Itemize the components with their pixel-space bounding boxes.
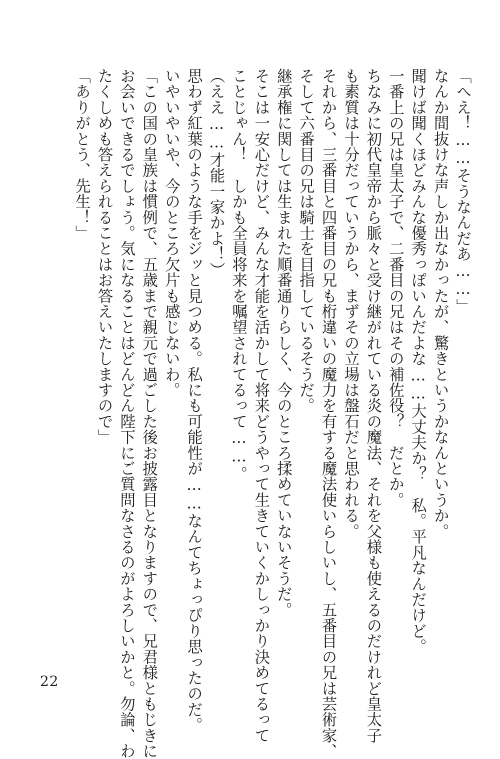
- text-line: ちなみに初代皇帝から脈々と受け継がれている炎の魔法、それを父様も使えるのだけれど皇太子: [364, 68, 383, 744]
- text-line: そして六番目の兄は騎士を目指しているそうだ。: [297, 68, 316, 414]
- page-number: 22: [40, 674, 59, 690]
- text-line: 思わず紅葉のような手をジッと見つめる。私にも可能性が……なんてちょっぴり思ったのだ。: [185, 68, 204, 733]
- text-line: 一番上の兄は皇太子で、二番目の兄はその補佐役？ だとか。: [386, 68, 405, 508]
- text-line: も素質は十分だっていうから、まずその立場は盤石だと思われる。: [341, 68, 360, 539]
- text-line: 継承権に関しては生まれた順番通りらしく、今のところ揉めていないそうだ。: [274, 68, 293, 618]
- text-line: 「ありがとう、先生！」: [73, 68, 92, 241]
- text-line: お会いできるでしょう。気になることはどんどん陛下にご質問なさるのがよろしいかと。勿論、わ: [117, 68, 136, 759]
- text-line: それから、三番目と四番目の兄も桁違いの魔力を有する魔法使いらしいし、五番目の兄は芸術家、: [319, 68, 338, 759]
- text-line: たくしめも答えられることはお答えいたしますので」: [95, 68, 114, 445]
- text-line: なんか間抜けな声しか出なかったが、驚きというかなんというか。: [431, 68, 450, 539]
- text-line: 「この国の皇族は慣例で、五歳まで親元で過ごした後お披露目となりますので、兄君様ともじきに: [140, 68, 159, 759]
- text-line: （ええ……才能一家かよ！）: [207, 68, 226, 278]
- text-line: 聞けば聞くほどみんな優秀っぽいんだよな……大丈夫か？ 私。平凡なんだけど。: [409, 68, 428, 655]
- text-line: ことじゃん！ しかも全員将来を嘱望されてるって……。: [229, 68, 248, 482]
- text-line: そこは一安心だけど、みんな才能を活かして将来どうやって生きていくかしっかり決めてるって: [252, 68, 271, 744]
- text-line: いやいやいや、今のところ欠片も感じないわ。: [162, 68, 181, 398]
- vertical-text-body: [71, 68, 474, 759]
- text-line: 「へえ！……そうなんだあ……」: [454, 68, 472, 315]
